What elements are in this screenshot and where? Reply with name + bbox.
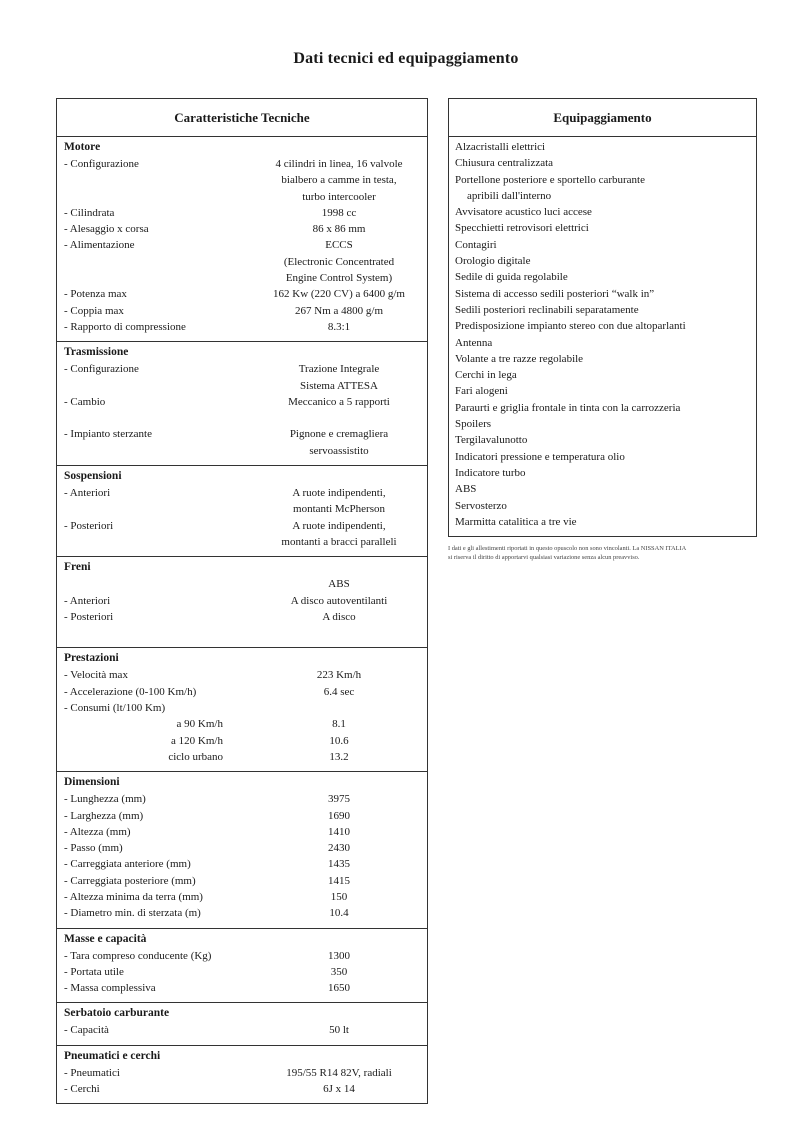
spec-label (57, 410, 255, 426)
spec-value: 1300 (328, 949, 350, 962)
spec-section-title: Trasmissione (64, 346, 129, 359)
spec-value: montanti a bracci paralleli (281, 535, 397, 548)
spec-value: 150 (330, 890, 348, 903)
spec-label: - Impianto sterzante (64, 428, 152, 441)
equipment-item: Sedili posteriori reclinabili separatamente (455, 303, 639, 316)
equipment-item: Antenna (455, 336, 493, 349)
spec-label: - Pneumatici (64, 1066, 120, 1079)
equipment-item: Chiusura centralizzata (455, 157, 554, 170)
spec-value: 4 cilindri in linea, 16 valvole (275, 158, 403, 170)
spec-row (57, 443, 427, 459)
spec-section (57, 929, 427, 1004)
spec-label (57, 270, 255, 286)
spec-label: - Rapporto di compressione (64, 320, 186, 333)
spec-section-title: Motore (64, 141, 101, 153)
spec-row (57, 319, 427, 335)
technical-specs-table (56, 98, 428, 1104)
spec-value (255, 410, 427, 426)
spec-row (57, 980, 427, 996)
spec-label (57, 378, 255, 394)
spec-value: 8.3:1 (327, 320, 351, 333)
page-title: Dati tecnici ed equipaggiamento (293, 50, 519, 67)
spec-value: Meccanico a 5 rapporti (288, 395, 390, 408)
spec-label (57, 501, 255, 517)
spec-value: 1410 (328, 825, 350, 838)
spec-label: - Altezza minima da terra (mm) (64, 890, 203, 903)
spec-label: - Posteriori (64, 519, 114, 532)
spec-value: 13.2 (329, 750, 349, 763)
equipment-header: Equipaggiamento (449, 99, 756, 137)
spec-label: - Cambio (64, 395, 106, 408)
equipment-item: Sedile di guida regolabile (455, 271, 568, 284)
spec-section (57, 466, 427, 557)
spec-value: 10.6 (329, 734, 349, 747)
equipment-item: Portellone posteriore e sportello carburante (455, 173, 645, 186)
spec-section-title: Sospensioni (64, 470, 122, 483)
spec-section (57, 772, 427, 928)
spec-value: Sistema ATTESA (300, 379, 378, 392)
spec-row (57, 733, 427, 749)
spec-label (57, 254, 255, 270)
spec-value: turbo intercooler (302, 190, 376, 203)
spec-label: - Accelerazione (0-100 Km/h) (64, 685, 197, 698)
spec-section (57, 342, 427, 466)
disclaimer-line-1: I dati e gli allestimenti riportati in questo opuscolo non sono vincolanti. La NISSAN ITALIA (448, 545, 687, 552)
spec-label: - Tara compreso conducente (Kg) (64, 949, 212, 962)
spec-row (57, 426, 427, 442)
spec-label: - Velocità max (64, 669, 128, 682)
spec-value: 10.4 (329, 907, 349, 920)
equipment-item: Servosterzo (455, 499, 507, 512)
disclaimer-line-2: si riserva il diritto di apportarvi qualsiasi variazione senza alcun preavviso. (448, 554, 640, 561)
spec-label: - Consumi (lt/100 Km) (64, 702, 166, 715)
spec-row (57, 1081, 427, 1097)
spec-row (57, 221, 427, 237)
spec-row (57, 749, 427, 765)
spec-value: 223 Km/h (316, 669, 362, 682)
equipment-item: Volante a tre razze regolabile (455, 352, 584, 365)
spec-row (57, 303, 427, 319)
spec-row (57, 254, 427, 270)
spec-label: - Potenza max (64, 288, 127, 301)
spec-value: 50 lt (329, 1024, 349, 1037)
specs-header: Caratteristiche Tecniche (57, 99, 427, 137)
spec-row (57, 1022, 427, 1038)
spec-row (57, 378, 427, 394)
spec-value: ECCS (325, 239, 353, 252)
spec-value: 2430 (328, 842, 350, 855)
spec-row (57, 856, 427, 872)
spec-label: - Diametro min. di sterzata (m) (64, 907, 201, 920)
spec-section (57, 1046, 427, 1104)
spec-row (57, 905, 427, 921)
spec-value: 195/55 R14 82V, radiali (286, 1066, 392, 1079)
equipment-item: Specchietti retrovisori elettrici (455, 222, 589, 235)
spec-row (57, 593, 427, 609)
equipment-item: Contagiri (455, 238, 497, 251)
spec-value: Trazione Integrale (298, 363, 380, 376)
spec-row (57, 518, 427, 534)
equipment-item: Predisposizione impianto stereo con due altoparlanti (455, 320, 686, 333)
spec-row (57, 189, 427, 205)
spec-section-title: Masse e capacità (64, 932, 147, 945)
spec-row (57, 824, 427, 840)
spec-label: - Massa complessiva (64, 982, 156, 995)
spec-row (57, 808, 427, 824)
spec-label (57, 534, 255, 550)
spec-value: bialbero a camme in testa, (281, 174, 397, 187)
equipment-item: Indicatore turbo (455, 466, 526, 479)
spec-label (57, 189, 255, 205)
spec-value: 1415 (328, 874, 350, 887)
spec-label: - Cerchi (64, 1083, 100, 1096)
spec-label: - Portata utile (64, 965, 124, 978)
spec-value: ABS (328, 578, 350, 591)
spec-value: (Electronic Concentrated (283, 255, 395, 268)
spec-label: - Alimentazione (64, 239, 135, 252)
spec-label (57, 576, 255, 592)
spec-row (57, 237, 427, 253)
spec-label: - Lunghezza (mm) (64, 793, 146, 806)
spec-row (57, 1065, 427, 1081)
spec-row (57, 270, 427, 286)
spec-value: A ruote indipendenti, (292, 519, 386, 532)
spec-value: servoassistito (309, 444, 369, 457)
spec-value: 6J x 14 (323, 1083, 355, 1096)
spec-label: - Cilindrata (64, 206, 115, 219)
spec-value: 8.1 (332, 718, 346, 731)
spec-label: - Anteriori (64, 594, 111, 607)
equipment-item: Avvisatore acustico luci accese (455, 206, 592, 219)
spec-row (57, 700, 427, 716)
spec-row (57, 501, 427, 517)
spec-row (57, 948, 427, 964)
equipment-item: apribili dall'interno (467, 189, 552, 202)
spec-value: A disco (322, 610, 356, 623)
spec-value: Pignone e cremagliera (289, 428, 389, 441)
spec-label: - Altezza (mm) (64, 825, 131, 838)
spec-label: - Configurazione (64, 158, 139, 170)
spec-value: 1435 (328, 858, 350, 871)
spec-row (57, 286, 427, 302)
spec-section (57, 137, 427, 342)
spec-row (57, 485, 427, 501)
equipment-item: Alzacristalli elettrici (455, 141, 546, 153)
equipment-item: Paraurti e griglia frontale in tinta con la carrozzeria (455, 401, 681, 414)
equipment-item: Sistema di accesso sedili posteriori “walk in” (455, 287, 655, 300)
spec-value: A ruote indipendenti, (292, 487, 386, 500)
spec-section (57, 648, 427, 772)
spec-label: - Alesaggio x corsa (64, 223, 149, 236)
equipment-item: Tergilavalunotto (455, 434, 528, 447)
spec-value: 1650 (328, 982, 350, 995)
spec-value: 1690 (328, 809, 350, 822)
spec-row (57, 172, 427, 188)
spec-row (57, 716, 427, 732)
spec-label: - Carreggiata anteriore (mm) (64, 858, 191, 871)
equipment-item: Cerchi in lega (455, 369, 517, 382)
spec-section-title: Pneumatici e cerchi (64, 1049, 161, 1062)
spec-label: - Larghezza (mm) (64, 809, 144, 822)
spec-section (57, 557, 427, 648)
spec-row (57, 667, 427, 683)
equipment-item: Orologio digitale (455, 255, 531, 268)
spec-row (57, 534, 427, 550)
spec-value: montanti McPherson (293, 503, 385, 516)
spec-row (57, 156, 427, 172)
spec-label: ciclo urbano (168, 750, 223, 763)
spec-label: - Posteriori (64, 610, 114, 623)
equipment-item: Marmitta catalitica a tre vie (455, 515, 577, 528)
spec-row (57, 361, 427, 377)
spec-value: 86 x 86 mm (312, 223, 366, 236)
spec-value (255, 625, 427, 641)
spec-value: 3975 (328, 793, 350, 806)
spec-label: a 120 Km/h (171, 734, 223, 747)
disclaimer (448, 544, 768, 562)
spec-label: - Configurazione (64, 363, 139, 376)
spec-label (57, 172, 255, 188)
spec-row (57, 410, 427, 426)
spec-label: - Capacità (64, 1024, 109, 1037)
equipment-item: Spoilers (455, 418, 492, 431)
spec-row (57, 840, 427, 856)
spec-label: - Anteriori (64, 487, 111, 500)
spec-label: a 90 Km/h (176, 718, 223, 731)
specs-body (57, 137, 427, 1103)
spec-label: - Coppia max (64, 304, 124, 317)
spec-section-title: Dimensioni (64, 776, 120, 789)
spec-value: 1998 cc (321, 206, 357, 219)
spec-section-title: Freni (64, 561, 91, 574)
spec-row (57, 609, 427, 625)
equipment-item: Fari alogeni (455, 385, 508, 398)
spec-value: 267 Nm a 4800 g/m (295, 304, 383, 317)
spec-row (57, 394, 427, 410)
equipment-item: ABS (455, 483, 477, 496)
spec-label (57, 443, 255, 459)
spec-row (57, 625, 427, 641)
equipment-list (449, 137, 756, 536)
spec-value: 162 Kw (220 CV) a 6400 g/m (273, 288, 405, 301)
equipment-item: Indicatori pressione e temperatura olio (455, 450, 625, 463)
spec-section-title: Serbatoio carburante (64, 1007, 170, 1020)
spec-label: - Carreggiata posteriore (mm) (64, 874, 196, 887)
spec-value: 6.4 sec (323, 685, 355, 698)
spec-value: Engine Control System) (285, 272, 393, 285)
spec-label (57, 625, 255, 641)
spec-value: A disco autoventilanti (290, 594, 388, 607)
spec-value (255, 700, 427, 716)
equipment-table (448, 98, 757, 537)
spec-row (57, 964, 427, 980)
spec-row (57, 684, 427, 700)
spec-row (57, 576, 427, 592)
spec-section-title: Prestazioni (64, 652, 119, 665)
spec-value: 350 (330, 965, 348, 978)
spec-row (57, 889, 427, 905)
spec-row (57, 205, 427, 221)
spec-row (57, 873, 427, 889)
spec-section (57, 1003, 427, 1045)
spec-label: - Passo (mm) (64, 842, 123, 855)
spec-row (57, 791, 427, 807)
